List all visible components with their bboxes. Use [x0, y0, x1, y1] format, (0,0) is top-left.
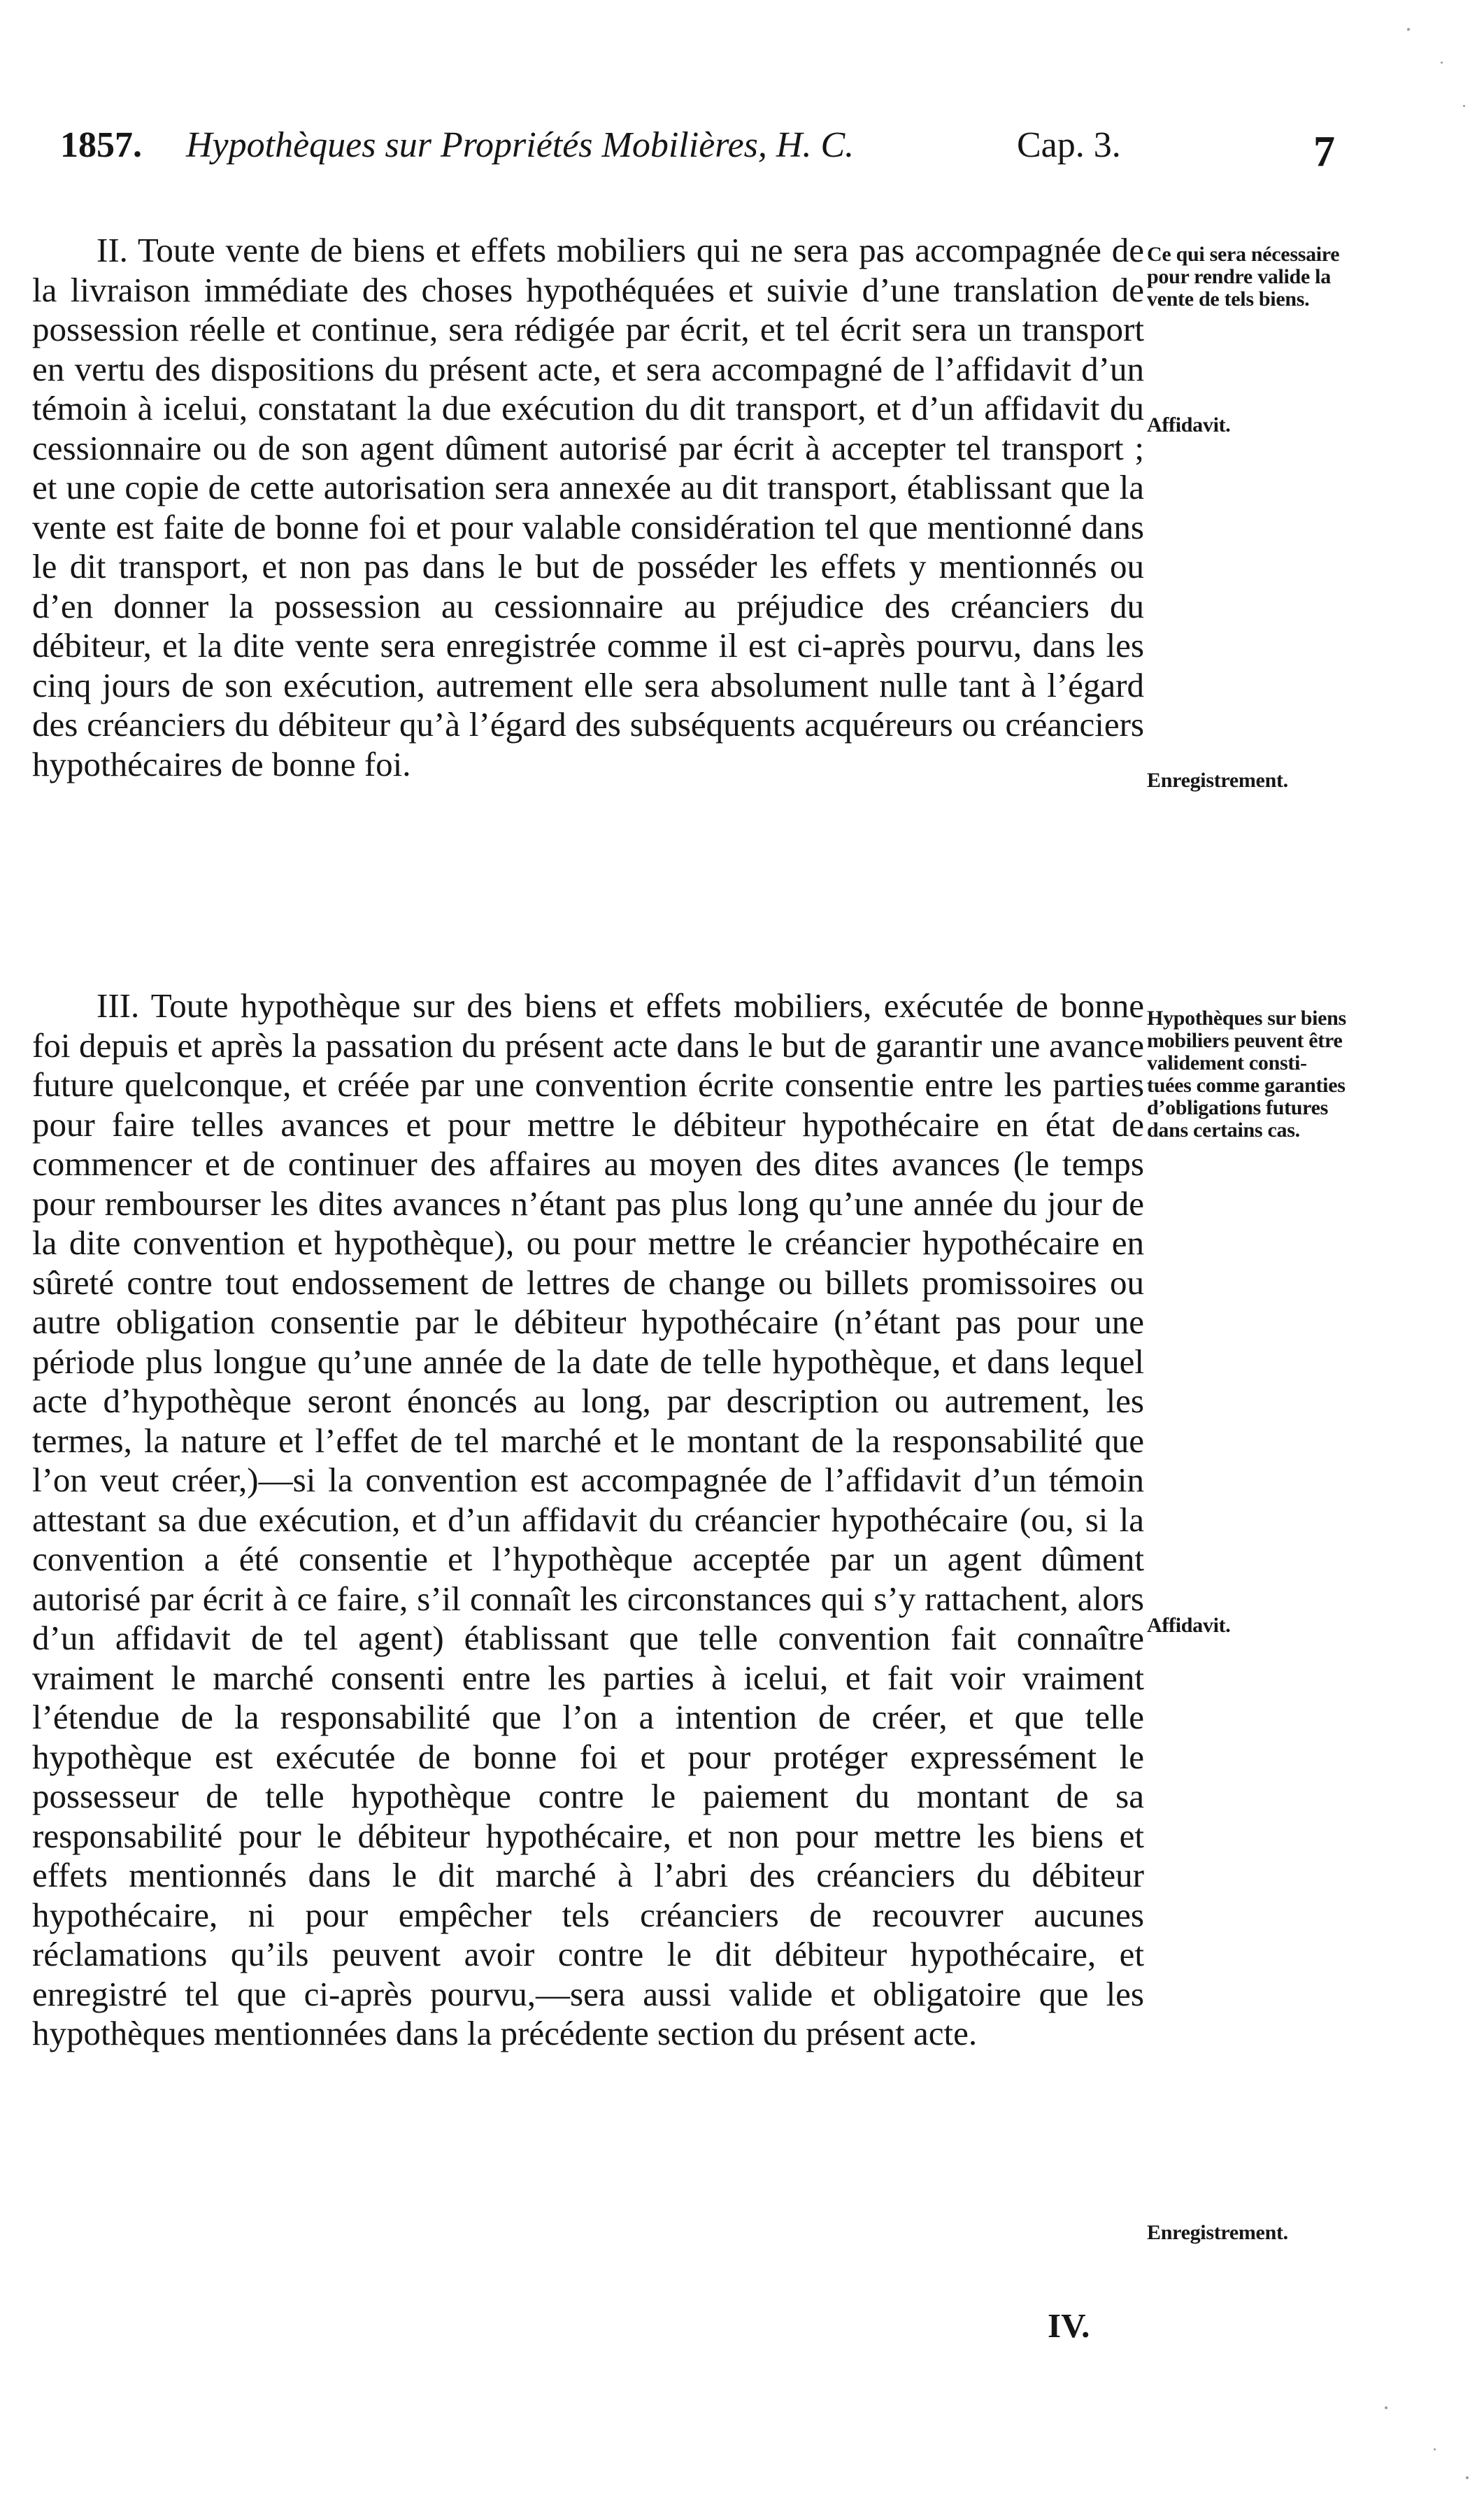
section-ii-text: Toute vente de biens et effets mobiliers qui ne sera pas accompagnée de la livraison immédiate des choses hypothéquées et suivie d’une translation de possession réelle et continue, sera rédigée par écrit, et tel écrit sera un transport en vertu des dispositions du présent acte, et sera accompagné de l’affidavit d’un témoin à icelui, constatant la due exécution du dit transport, et d’un affidavit du cessionnaire ou de son agent dûment autorisé par écrit à accepter tel transport ; et une copie de cette autorisation sera annexée au dit transport, établissant que la vente est faite de bonne foi et pour valable considération tel que mentionné dans le dit transport, et non pas dans le but de posséder les effets y mentionnés ou d’en donner la possession au cessionnaire au préjudice des créanciers du débiteur, et la dite vente sera enregistrée comme il est ci-après pourvu, dans les cinq jours de son exécution, autrement elle sera absolument nulle tant à l’égard des créanciers du débiteur qu’à l’égard des subséquents acquéreurs ou créanciers hypothécaires de bonne foi. — [32, 231, 1144, 783]
section-iii-paragraph — [32, 986, 1144, 2054]
page-number: 7 — [1313, 128, 1335, 176]
margin-note-registration: Enregistrement. — [1147, 769, 1288, 792]
margin-note-future-obligations: Hypothèques sur biens mobiliers peuvent être validement consti-tuées comme garanties d’obligations futures dans certains cas. — [1147, 1007, 1346, 1142]
section-iii — [32, 986, 1144, 2054]
header-title: Hypothèques sur Propriétés Mobilières, H. C. — [186, 125, 855, 165]
speckle-dot — [1441, 62, 1443, 64]
running-header — [60, 125, 1375, 187]
section-ii-paragraph — [32, 231, 1144, 784]
margin-note-affidavit: Affidavit. — [1147, 413, 1231, 437]
section-ii-numeral: II. — [97, 231, 128, 269]
header-chapter: Cap. 3. — [1017, 125, 1121, 165]
catchword: IV. — [1048, 2306, 1090, 2345]
section-iii-text: Toute hypothèque sur des biens et effets mobiliers, exécutée de bonne foi depuis et après la passation du présent acte dans le but de garantir une avance future quelconque, et créée par une convention écrite consentie entre les parties pour faire telles avances et pour mettre le débiteur hypothécaire en état de commencer et de continuer des affaires au moyen des dites avances (le temps pour rembourser les dites avances n’étant pas plus long qu’une année du jour de la dite convention et hypothèque), ou pour mettre le créancier hypothécaire en sûreté contre tout endossement de lettres de change ou billets promissoires ou autre obligation consentie par le débiteur hypothécaire (n’étant pas pour une période plus longue qu’une année de la date de telle hypothèque, et dans lequel acte d’hypothèque seront énoncés au long, par description ou autrement, les termes, la nature et l’effet de tel marché et le montant de la responsabilité que l’on veut créer,)—si la convention est accompagnée de l’affidavit d’un témoin attestant sa due exécution, et d’un affidavit du créancier hypothécaire (ou, si la convention a été consentie et l’hypothèque acceptée par un agent dûment autorisé par écrit à ce faire, s’il connaît les circonstances qui s’y rattachent, alors d’un affidavit de tel agent) établissant que telle convention fait connaître vraiment le marché consenti entre les parties à icelui, et fait voir vraiment l’étendue de la responsabilité que l’on a intention de créer, et que telle hypothèque est exécutée de bonne foi et pour protéger expressément le possesseur de telle hypothèque contre le paiement du montant de sa responsabilité pour le débiteur hypothécaire, et non pour mettre les biens et effets mentionnés dans le dit marché à l’abri des créanciers du débiteur hypothécaire, ni pour empêcher tels créanciers de recouvrer aucunes réclamations qu’ils peuvent avoir contre le dit débiteur hypothécaire, et enregistré tel que ci-après pourvu,—sera aussi valide et obligatoire que les hypothèques mentionnées dans la précédente section du présent acte. — [32, 986, 1144, 2052]
header-year: 1857. — [60, 125, 142, 165]
margin-note-registration-2: Enregistrement. — [1147, 2221, 1288, 2244]
section-ii — [32, 231, 1144, 784]
speckle-dot — [1385, 2406, 1387, 2409]
speckle-dot — [1466, 2476, 1469, 2479]
speckle-dot — [1407, 28, 1410, 31]
section-iii-numeral: III. — [97, 986, 140, 1025]
margin-note-affidavit-2: Affidavit. — [1147, 1614, 1231, 1637]
speckle-dot — [1463, 105, 1465, 107]
speckle-dot — [1434, 2448, 1436, 2450]
margin-note-validity: Ce qui sera nécessaire pour rendre valide la vente de tels biens. — [1147, 243, 1340, 311]
